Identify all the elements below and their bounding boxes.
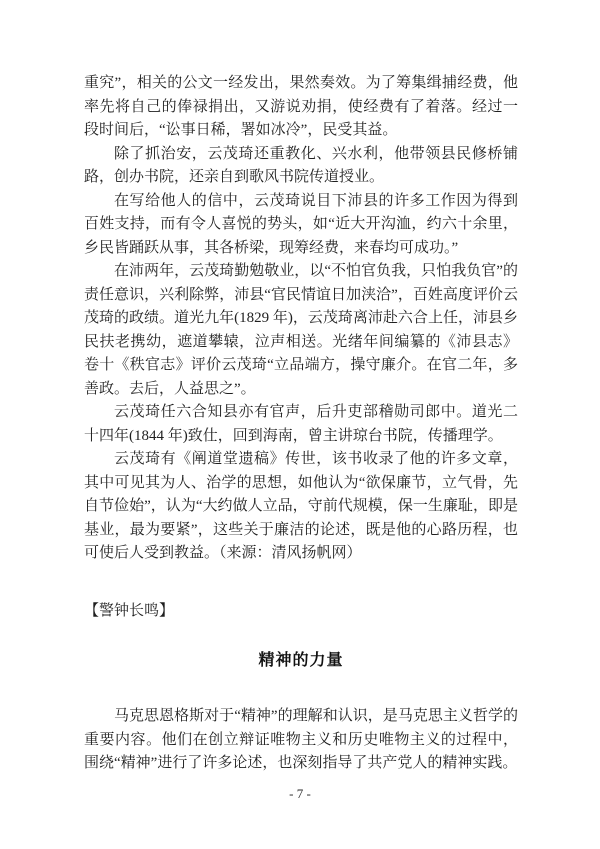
page-content: [84, 72, 518, 776]
body-paragraph-continued: 重究”，相关的公文一经发出，果然奏效。为了筹集缉捕经费，他率先将自己的俸禄捐出，又游说劝捐，使经费有了着落。经过一段时间后，“讼事日稀，署如冰冷”，民受其益。: [84, 75, 518, 138]
body-paragraph: 云茂琦有《阐道堂遗稿》传世，该书收录了他的许多文章，其中可见其为人、治学的思想，如他认为“欲保廉节，立气骨，先自节俭始”，认为“大约做人立品，守前代规模，保一生廉耻，即是基业，最为要紧”，这些关于廉洁的论述，既是他的心路历程，也可使后人受到教益。（来源：清风扬帆网）: [84, 451, 518, 561]
body-paragraph: 在沛两年，云茂琦勤勉敬业，以“不怕官负我，只怕我负官”的责任意识，兴利除弊，沛县“官民情谊日加浃洽”，百姓高度评价云茂琦的政绩。道光九年(1829 年)，云茂琦离沛赴六合上任，沛县乡民扶老携幼，遮道攀辕，泣声相送。光绪年间编纂的《沛县志》卷十《秩官志》评价云茂琦“立品端方，操守廉介。在官二年，多善政。去后，人益思之”。: [84, 263, 518, 397]
body-paragraph: 云茂琦任六合知县亦有官声，后升吏部稽勋司郎中。道光二十四年(1844 年)致仕，回到海南，曾主讲琼台书院，传播理学。: [84, 404, 518, 444]
body-paragraph: 除了抓治安，云茂琦还重教化、兴水利，他带领县民修桥铺路，创办书院，还亲自到歌风书院传道授业。: [84, 145, 518, 185]
body-paragraph: 在写给他人的信中，云茂琦说目下沛县的许多工作因为得到百姓支持，而有令人喜悦的势头，如“近大开沟洫，约六十余里，乡民皆踊跃从事，其各桥梁，现筹经费，来春均可成功。”: [84, 192, 518, 256]
page-number: - 7 -: [289, 786, 311, 801]
article-title: 精神的力量: [258, 652, 344, 669]
body-paragraph: 马克思恩格斯对于“精神”的理解和认识，是马克思主义哲学的重要内容。他们在创立辩证唯物主义和历史唯物主义的过程中，围绕“精神”进行了许多论述，也深刻指导了共产党人的精神实践。: [84, 708, 518, 771]
section-header: 【警钟长鸣】: [84, 602, 175, 619]
